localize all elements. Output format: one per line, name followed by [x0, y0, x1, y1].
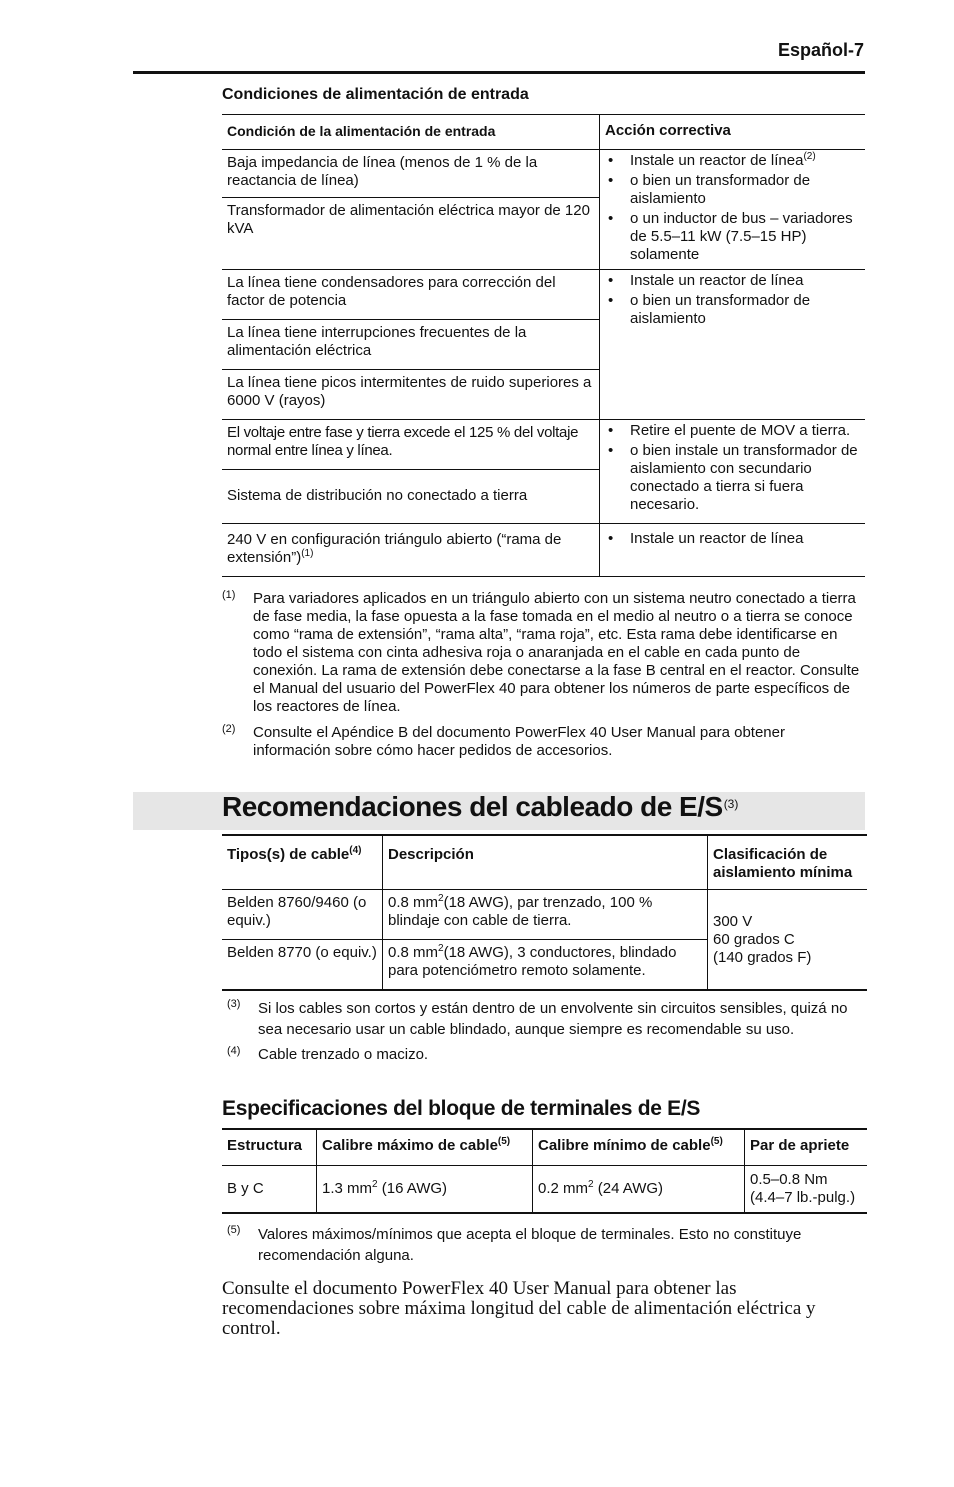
table-row — [222, 420, 865, 470]
description-cell: 0.8 $mm^2(18$ AWG), par trenzado, 100 % blindaje con cable de tierra. — [383, 890, 708, 940]
footnote-ref[interactable]: (1) — [301, 548, 314, 559]
table-row — [222, 890, 867, 940]
footnote-ref[interactable]: (3) — [723, 797, 739, 811]
action-cell — [600, 420, 866, 524]
footnote — [227, 998, 859, 1040]
list-item: • o bien un transformador de aislamiento — [606, 172, 859, 208]
list-item: • o un inductor de bus – variadores de 5.5–11 kW (7.5–15 HP) solamente — [606, 210, 859, 264]
table-row — [222, 1166, 867, 1214]
io-wiring-table — [222, 834, 867, 991]
action-cell — [600, 150, 866, 270]
column-header-max-gauge: Calibre máximo de cable$^{(5)}$ — [317, 1129, 533, 1166]
list-item: • Instale un reactor de línea — [606, 272, 859, 290]
condition-cell: La línea tiene interrupciones frecuentes de la alimentación eléctrica — [222, 320, 600, 370]
footnote-ref[interactable]: (4) — [349, 845, 362, 856]
min-gauge-cell: 0.2 $mm^2$ (24 AWG) — [533, 1166, 745, 1214]
list-item: • o bien un transformador de aislamiento — [606, 292, 859, 328]
column-header-action: Acción correctiva — [600, 115, 866, 150]
footnote-mark: (1) — [222, 589, 236, 601]
description-cell: 0.8 $mm^2(18$ AWG), 3 conductores, blindado para potenciómetro remoto solamente. — [383, 940, 708, 991]
closing-paragraph: Consulte el documento PowerFlex 40 User Manual para obtener las recomendaciones sobre máxima longitud del cable de alimentación eléctrica y control. — [222, 1278, 816, 1339]
structure-cell: B y C — [222, 1166, 317, 1214]
footnote-text: Consulte el Apéndice B del documento PowerFlex 40 User Manual para obtener información sobre cómo hacer pedidos de accesorios. — [253, 724, 785, 759]
footnote — [227, 1224, 859, 1266]
action-cell — [600, 270, 866, 420]
cable-cell: Belden 8770 (o equiv.) — [222, 940, 383, 991]
footnote — [222, 590, 862, 716]
footnote-text: Si los cables son cortos y están dentro de un envolvente sin circuitos sensibles, quizá no sea necesario usar un cable blindado, aunque siempre es recomendable su uso. — [258, 1000, 848, 1038]
condition-cell: Baja impedancia de línea (menos de 1 % de la reactancia de línea) — [222, 150, 600, 198]
footnote-mark: (3) — [227, 998, 241, 1010]
footnote-ref[interactable]: (2) — [803, 151, 816, 162]
footnote — [227, 1046, 859, 1064]
footnote-mark: (2) — [222, 723, 236, 735]
list-item: • Instale un reactor de línea$^{(2)}$ — [606, 152, 859, 170]
input-power-table — [222, 114, 865, 577]
table-row — [222, 150, 865, 198]
list-item: • Retire el puente de MOV a tierra. — [606, 422, 859, 440]
torque-cell: 0.5–0.8 Nm (4.4–7 lb.-pulg.) — [745, 1166, 868, 1214]
footnote-ref[interactable]: (5) — [710, 1136, 723, 1147]
condition-cell: La línea tiene picos intermitentes de ruido superiores a 6000 V (rayos) — [222, 370, 600, 420]
condition-cell: Transformador de alimentación eléctrica mayor de 120 kVA — [222, 198, 600, 270]
cable-cell: Belden 8760/9460 (o equiv.) — [222, 890, 383, 940]
footnote-mark: (4) — [227, 1045, 241, 1057]
footnote-mark: (5) — [227, 1224, 241, 1236]
rating-cell: 300 V 60 grados C (140 grados F) — [708, 890, 868, 991]
input-power-caption: Condiciones de alimentación de entrada — [222, 86, 529, 103]
column-header-condition: Condición de la alimentación de entrada — [222, 115, 600, 150]
condition-cell: Sistema de distribución no conectado a tierra — [222, 470, 600, 524]
footnote — [222, 724, 862, 760]
column-header-cable: Tipos(s) de cable$^{(4)}$ — [222, 835, 383, 890]
page-label: Español-7 — [777, 40, 864, 60]
max-gauge-cell: 1.3 $mm^2$ (16 AWG) — [317, 1166, 533, 1214]
table-header-row — [222, 115, 865, 150]
condition-cell: 240 V en configuración triángulo abierto (“rama de extensión”)$^{(1)}$ — [222, 524, 600, 577]
footnote-text: Para variadores aplicados en un triángulo abierto con un sistema neutro conectado a tierra de fase media, la fase opuesta a la fase tomada en el medio al neutro o a tierra se conoce como “rama de extensión”, “rama alta”, “rama roja”, etc. Esta rama debe identificarse en todo el sistema con cinta adhesiva roja o anaranjada en el cable en cada punto de conexión. La rama de extensión debe conectarse a la fase B central en el reactor. Consulte el Manual del usuario del PowerFlex 40 para obtener los números de parte específicos de los reactores de línea. — [253, 590, 860, 715]
column-header-structure: Estructura — [222, 1129, 317, 1166]
footnote-ref[interactable]: (5) — [497, 1136, 511, 1147]
action-cell — [600, 524, 866, 577]
condition-cell: La línea tiene condensadores para corrección del factor de potencia — [222, 270, 600, 320]
subsection-heading: Especificaciones del bloque de terminales de E/S — [222, 1097, 701, 1120]
table-row — [222, 524, 865, 577]
column-header-rating: Clasificación de aislamiento mínima — [708, 835, 868, 890]
condition-cell: El voltaje entre fase y tierra excede el 125 % del voltaje normal entre línea y línea. — [222, 420, 600, 470]
header-rule — [133, 71, 865, 74]
terminal-block-table — [222, 1128, 867, 1214]
footnote-text: Valores máximos/mínimos que acepta el bloque de terminales. Esto no constituye recomendación alguna. — [258, 1226, 802, 1264]
column-header-min-gauge: Calibre mínimo de cable$^{(5)}$ — [533, 1129, 745, 1166]
list-item: • Instale un reactor de línea — [606, 530, 859, 548]
table-row — [222, 270, 865, 320]
column-header-description: Descripción — [383, 835, 708, 890]
list-item: • o bien instale un transformador de aislamiento con secundario conectado a tierra si fuera necesario. — [606, 442, 859, 514]
table-header-row — [222, 1129, 867, 1166]
section-heading: Recomendaciones del cableado de E/S$^{(3)}$ — [222, 791, 739, 822]
column-header-torque: Par de apriete — [745, 1129, 868, 1166]
footnote-text: Cable trenzado o macizo. — [258, 1046, 429, 1063]
table-header-row — [222, 835, 867, 890]
